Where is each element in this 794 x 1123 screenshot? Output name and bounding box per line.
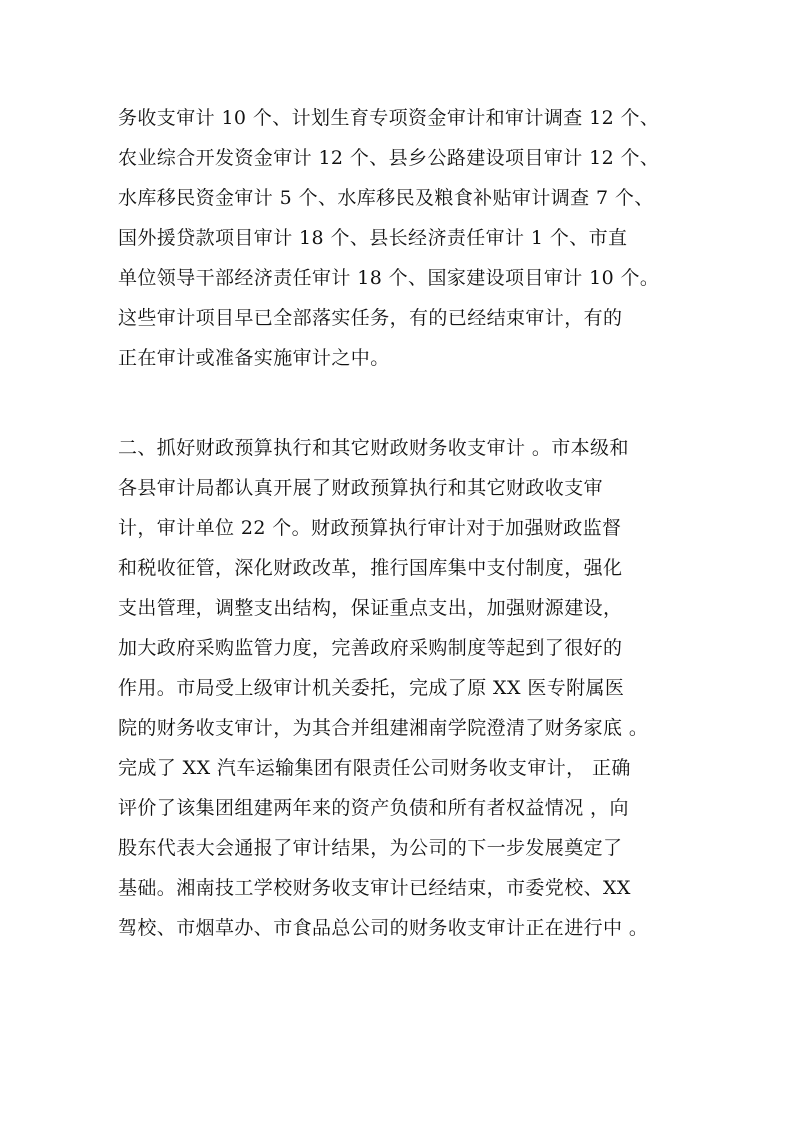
text-line: 二、抓好财政预算执行和其它财政财务收支审计 。市本级和	[118, 437, 629, 459]
text-line: 股东代表大会通报了审计结果，为公司的下一步发展奠定了	[118, 837, 623, 859]
text-line: 单位领导干部经济责任审计 18 个、国家建设项目审计 10 个。	[118, 267, 660, 289]
text-line: 各县审计局都认真开展了财政预算执行和其它财政收支审	[118, 477, 604, 499]
text-line: 支出管理，调整支出结构，保证重点支出，加强财源建设，	[118, 597, 623, 619]
text-line: 基础。湘南技工学校财务收支审计已经结束，市委党校、XX	[118, 877, 631, 899]
text-line: 和税收征管，深化财政改革，推行国库集中支付制度，强化	[118, 557, 623, 579]
text-line: 水库移民资金审计 5 个、水库移民及粮食补贴审计调查 7 个、	[118, 187, 654, 209]
text-line: 这些审计项目早已全部落实任务，有的已经结束审计，有的	[118, 307, 623, 329]
text-line: 农业综合开发资金审计 12 个、县乡公路建设项目审计 12 个、	[118, 147, 660, 169]
text-line: 院的财务收支审计，为其合并组建湘南学院澄清了财务家底 。	[118, 717, 649, 739]
text-line: 驾校、市烟草办、市食品总公司的财务收支审计正在进行中 。	[118, 917, 649, 939]
text-line: 评价了该集团组建两年来的资产负债和所有者权益情况 ，向	[118, 797, 629, 819]
text-line: 务收支审计 10 个、计划生育专项资金审计和审计调查 12 个、	[118, 107, 660, 129]
text-line: 国外援贷款项目审计 18 个、县长经济责任审计 1 个、市直	[118, 227, 628, 249]
text-line: 完成了 XX 汽车运输集团有限责任公司财务收支审计， 正确	[118, 757, 631, 779]
text-line: 作用。市局受上级审计机关委托，完成了原 XX 医专附属医	[118, 677, 625, 699]
text-line: 计，审计单位 22 个。财政预算执行审计对于加强财政监督	[118, 517, 622, 539]
text-line: 加大政府采购监管力度，完善政府采购制度等起到了很好的	[118, 637, 623, 659]
text-line: 正在审计或准备实施审计之中。	[118, 347, 390, 369]
